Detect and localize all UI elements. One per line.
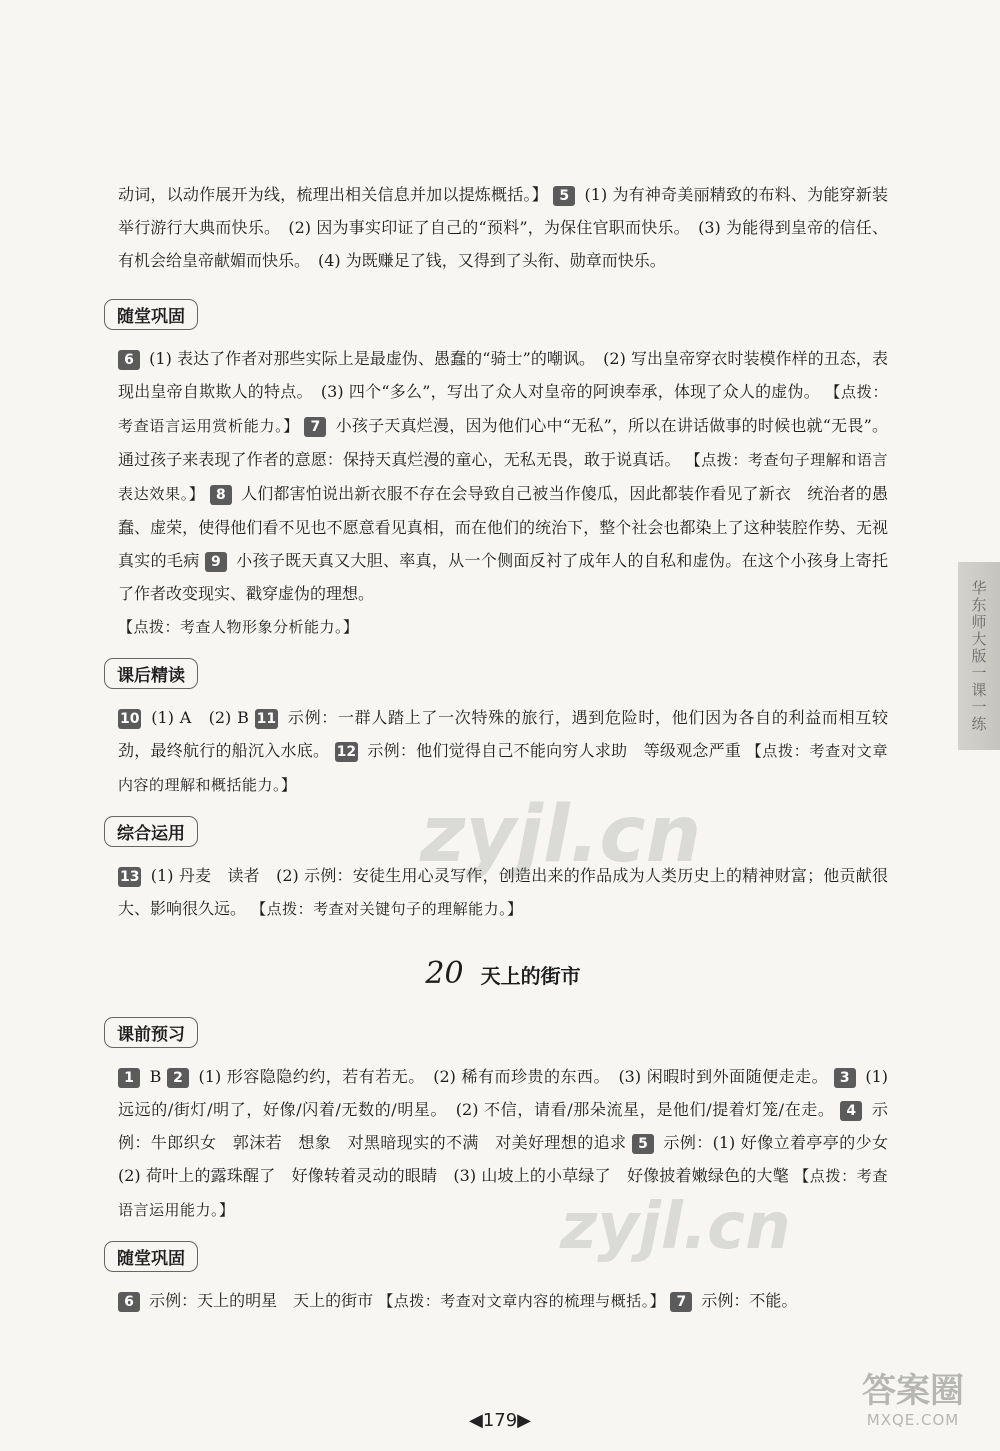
text: 小孩子既天真又大胆、率真，从一个侧面反衬了成年人的自私和虚伪。在这个小孩身上寄托了作者改变现实、戳穿虚伪的理想。 — [118, 551, 888, 603]
text: (1) 形容隐隐约约，若有若无。 (2) 稀有而珍贵的东西。 (3) 闲暇时到外面随便走走。 — [198, 1067, 829, 1086]
question-number: 7 — [670, 1292, 692, 1312]
section-label-suitang-1: 随堂巩固 — [104, 299, 198, 330]
chapter-heading — [118, 956, 888, 991]
text: 小孩子天真烂漫，因为他们心中“无私”，所以在讲话做事的时候也就“无畏”。通过孩子来表现了作者的意愿：保持天真烂漫的童心，无私无畏，敢于说真话。 — [118, 416, 888, 469]
section-label-zonghe: 综合运用 — [104, 816, 198, 847]
text: 人们都害怕说出新衣服不存在会导致自己被当作傻瓜，因此都装作看见了新衣 统治者的愚蠢、虚荣，使得他们看不见也不愿意看见真相，而在他们的统治下，整个社会也都染上了这种装腔作势、无视真实的毛病 — [118, 484, 888, 570]
paragraph-keqian — [118, 1060, 905, 1227]
chapter-number: 20 — [425, 956, 464, 991]
paragraph-zonghe — [118, 859, 888, 926]
text: (1) A (2) B — [151, 708, 249, 727]
question-number: 3 — [834, 1068, 856, 1088]
text: (1) 表达了作者对那些实际上是最虚伪、愚蠢的“骑士”的嘲讽。 (2) 写出皇帝穿衣时装模作样的丑态，表现出皇帝自欺欺人的特点。 (3) 四个“多么”，写出了众人对皇帝的阿谀奉承，体现了众人的虚伪。 — [118, 349, 888, 401]
question-number: 1 — [118, 1068, 140, 1088]
section-label-suitang-2: 随堂巩固 — [104, 1241, 198, 1272]
section-label-keqian: 课前预习 — [104, 1017, 198, 1048]
text: (1) 远远的/街灯/明了，好像/闪着/无数的/明星。 (2) 不信，请看/那朵流星，是他们/提着灯笼/在走。 — [118, 1067, 889, 1119]
paragraph-intro — [118, 178, 888, 277]
watermark: zyjl.cn — [560, 1190, 791, 1264]
paragraph-suitang-2 — [118, 1284, 888, 1318]
question-number: 11 — [256, 710, 277, 727]
hint-text: 【点拨：考查对关键句子的理解能力。】 — [251, 900, 523, 918]
text: 示例：(1) 好像立着亭亭的少女 (2) 荷叶上的露珠醒了 好像转着灵动的眼睛 (3) 山坡上的小草绿了 好像披着嫩绿色的大氅 — [118, 1133, 905, 1185]
question-number: 7 — [304, 417, 326, 437]
page-left-arrow-icon: ◀ — [468, 1410, 483, 1431]
text: 示例：他们觉得自己不能向穷人求助 等级观念严重 — [367, 741, 742, 760]
hint-text: 【点拨：考查对文章内容的梳理与概括。】 — [378, 1292, 666, 1310]
question-number: 13 — [120, 868, 140, 885]
page-number-text: 179 — [482, 1410, 518, 1431]
hint-text: 【点拨：考查语言运用赏析能力。】 — [118, 383, 888, 435]
question-number: 6 — [118, 350, 140, 370]
question-number: 9 — [205, 552, 227, 572]
text: 示例：一群人踏上了一次特殊的旅行，遇到危险时，他们因为各自的利益而相互较劲，最终航行的船沉入水底。 — [118, 708, 888, 760]
question-number: 5 — [553, 186, 575, 206]
paragraph-suitang-1 — [118, 342, 888, 644]
corner-logo-url: MXQE.COM — [866, 1411, 960, 1429]
corner-logo — [838, 1371, 988, 1441]
side-tab: 华东师大版一课一练 — [958, 562, 1000, 750]
watermark: zyjl.cn — [420, 790, 702, 880]
text: 示例：不能。 — [701, 1291, 798, 1310]
page-right-arrow-icon: ▶ — [517, 1410, 532, 1431]
question-number: 2 — [167, 1068, 189, 1088]
page-content — [117, 178, 905, 1328]
hint-text: 【点拨：考查句子理解和语言表达效果。】 — [118, 451, 888, 503]
text: (1) 丹麦 读者 (2) 示例：安徒生用心灵写作，创造出来的作品成为人类历史上的精神财富；他贡献很大、影响很久远。 — [118, 866, 888, 918]
chapter-title: 天上的街市 — [480, 964, 581, 988]
text: 示例：天上的明星 天上的街市 — [149, 1291, 374, 1310]
hint-text: 【点拨：考查语言运用能力。】 — [118, 1167, 888, 1219]
question-number: 5 — [632, 1134, 654, 1154]
question-number: 8 — [210, 485, 232, 505]
text: 示例：牛郎织女 郭沫若 想象 对黑暗现实的不满 对美好理想的追求 — [118, 1100, 888, 1152]
section-label-kehou: 课后精读 — [104, 658, 198, 689]
corner-logo-text: 答案圈 — [862, 1371, 964, 1411]
paragraph-kehou — [118, 701, 888, 802]
text: 动词，以动作展开为线，梳理出相关信息并加以提炼概括。】 — [118, 185, 548, 204]
hint-text: 【点拨：考查人物形象分析能力。】 — [118, 618, 359, 636]
question-number: 4 — [840, 1101, 862, 1121]
question-number: 6 — [118, 1292, 140, 1312]
hint-text: 【点拨：考查对文章内容的理解和概括能力。】 — [118, 742, 888, 794]
question-number: 12 — [336, 743, 357, 760]
text: B — [149, 1067, 162, 1086]
question-number: 10 — [120, 710, 140, 727]
text: (1) 为有神奇美丽精致的布料、为能穿新装举行游行大典而快乐。 (2) 因为事实印证了自己的“预料”，为保住官职而快乐。 (3) 为能得到皇帝的信任、有机会给皇帝献媚而快乐。 (4) 为既赚足了钱，又得到了头衔、勋章而快乐。 — [118, 185, 888, 270]
